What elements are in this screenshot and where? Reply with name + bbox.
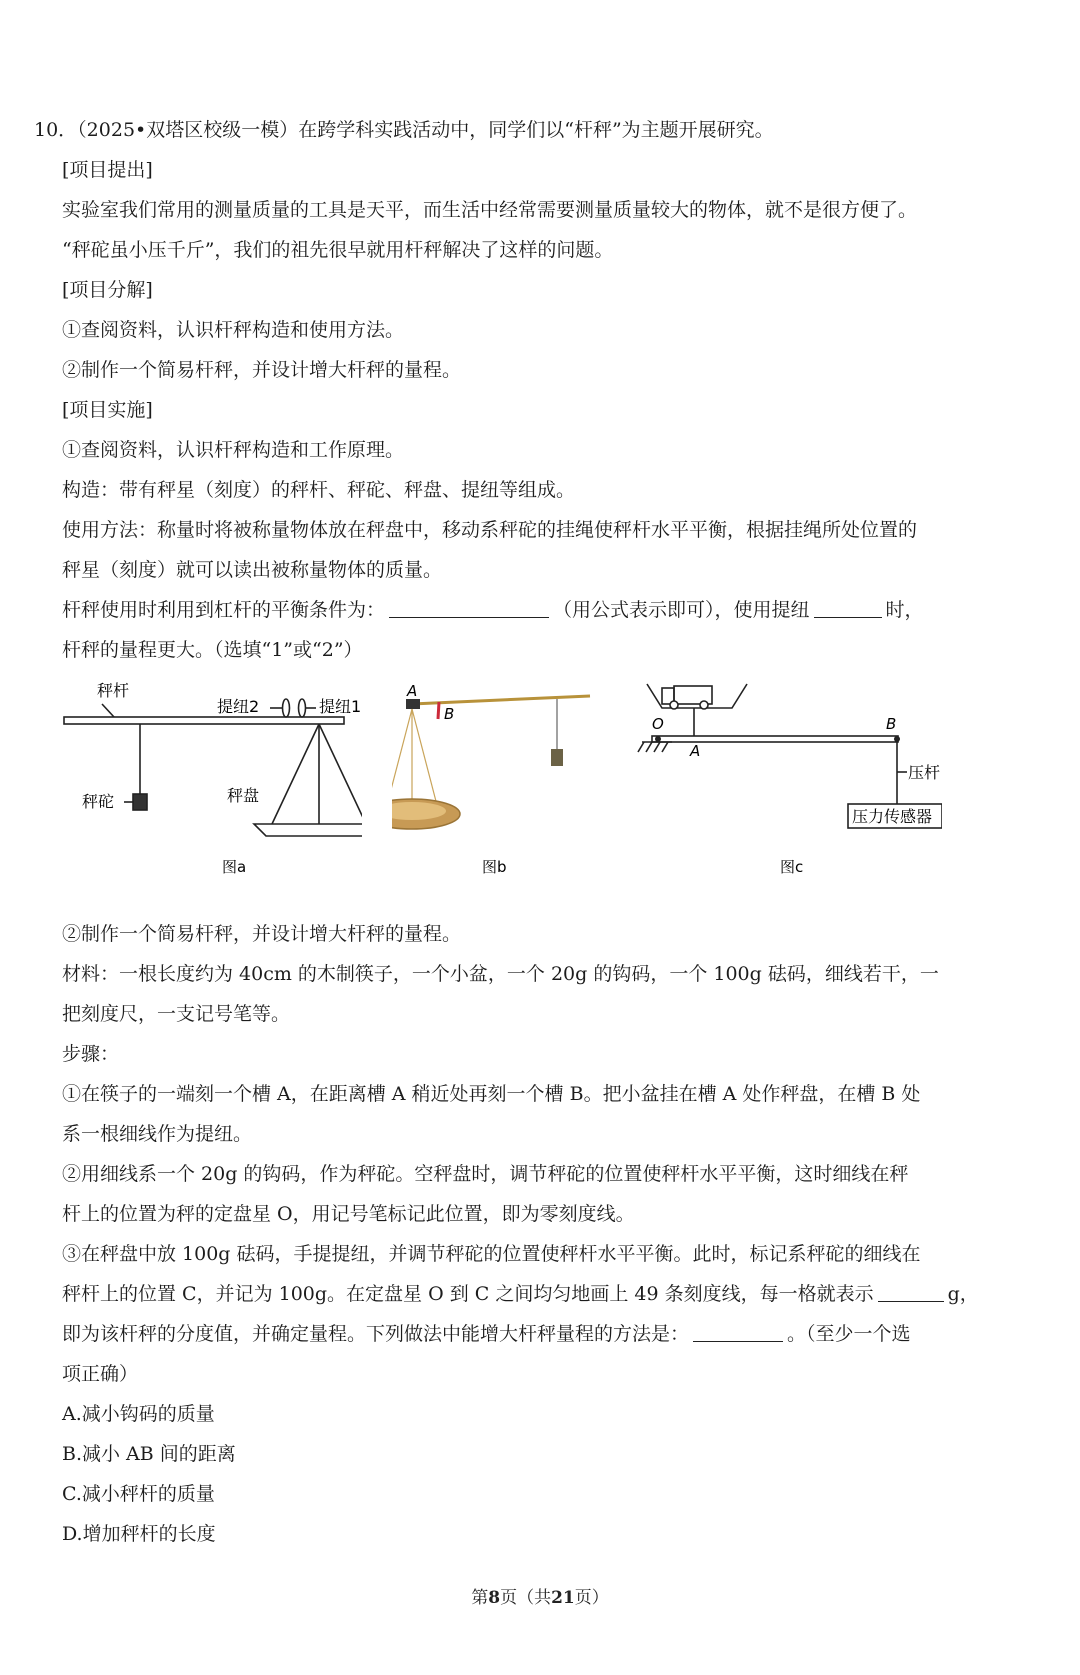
figure-c [622, 674, 942, 910]
option-b: B.减小 AB 间的距离 [62, 1443, 236, 1465]
paragraph: 使用方法：称量时将被称量物体放在秤盘中，移动系秤砣的挂绳使秤杆水平平衡，根据挂绳所处位置的 [62, 519, 918, 541]
list-item: ②制作一个简易杆秤，并设计增大杆秤的量程。 [62, 923, 462, 945]
fill-in-question [34, 1274, 1034, 1314]
step: 系一根细线作为提纽。 [62, 1123, 253, 1145]
paragraph: 秤星（刻度）就可以读出被称量物体的质量。 [62, 559, 443, 581]
label-knob1: 提纽1 [319, 697, 362, 716]
caption-b: 图b [482, 858, 507, 876]
step: ③在秤盘中放 100g 砝码，手提提纽，并调节秤砣的位置使秤杆水平平衡。此时，标记系秤砣的细线在 [62, 1243, 921, 1265]
paragraph: 杆秤的量程更大。（选填“1”或“2”） [62, 639, 363, 661]
fill-in-question [34, 1314, 1034, 1354]
page-footer: 第8页（共21页） [471, 1588, 609, 1608]
question-header: 10．（2025•双塔区校级一模）在跨学科实践活动中，同学们以“杆秤”为主题开展研究。 [34, 119, 774, 141]
list-item: ②制作一个简易杆秤，并设计增大杆秤的量程。 [62, 359, 462, 381]
paragraph: “秤砣虽小压千斤”，我们的祖先很早就用杆秤解决了这样的问题。 [62, 239, 614, 261]
fill-in-question [34, 590, 1034, 630]
total-pages: 21 [551, 1588, 575, 1608]
paragraph: 构造：带有秤星（刻度）的秤杆、秤砣、秤盘、提纽等组成。 [62, 479, 576, 501]
section-title: [项目实施] [62, 399, 153, 421]
label-beam: 秤杆 [97, 681, 130, 700]
section-title: [项目提出] [62, 159, 153, 181]
list-item: ①查阅资料，认识杆秤构造和使用方法。 [62, 319, 405, 341]
step: 杆上的位置为秤的定盘星 O，用记号笔标记此位置，即为零刻度线。 [62, 1203, 635, 1225]
paragraph: 项正确） [62, 1363, 139, 1385]
answer-blank[interactable] [814, 595, 882, 618]
label-b-A: A [407, 682, 418, 700]
option-a: A.减小钩码的质量 [62, 1403, 215, 1425]
label-c-B: B [886, 715, 897, 733]
paragraph: 实验室我们常用的测量质量的工具是天平，而生活中经常需要测量质量较大的物体，就不是很方便了。 [62, 199, 918, 221]
figure-b [392, 674, 592, 910]
paragraph: 材料：一根长度约为 40cm 的木制筷子，一个小盆，一个 20g 的钩码，一个 100g 砝码，细线若干，一 [62, 963, 939, 985]
label-weight: 秤砣 [82, 792, 115, 811]
label-knob2: 提纽2 [217, 697, 260, 716]
list-item: ①查阅资料，认识杆秤构造和工作原理。 [62, 439, 405, 461]
section-title: 步骤： [62, 1043, 120, 1065]
figure-row [62, 674, 942, 910]
caption-a: 图a [222, 858, 247, 876]
label-rod: 压杆 [908, 763, 941, 782]
label-b-B: B [444, 705, 455, 723]
label-sensor: 压力传感器 [852, 807, 933, 826]
question-text: 杆秤使用时利用到杠杆的平衡条件为： [62, 599, 386, 621]
option-c: C.减小秤杆的质量 [62, 1483, 215, 1505]
step: ②用细线系一个 20g 的钩码，作为秤砣。空秤盘时，调节秤砣的位置使秤杆水平平衡，这时细线在秤 [62, 1163, 909, 1185]
label-pan: 秤盘 [227, 786, 260, 805]
figure-a [62, 674, 362, 910]
answer-blank[interactable] [693, 1319, 783, 1342]
question-text: g， [947, 1283, 979, 1305]
question-text: 时， [885, 599, 924, 621]
answer-blank[interactable] [389, 595, 549, 618]
option-d: D.增加秤杆的长度 [62, 1523, 216, 1545]
caption-c: 图c [780, 858, 804, 876]
label-c-O: O [652, 715, 664, 733]
step: ①在筷子的一端刻一个槽 A，在距离槽 A 稍近处再刻一个槽 B。把小盆挂在槽 A 处作秤盘，在槽 B 处 [62, 1083, 921, 1105]
answer-blank[interactable] [878, 1279, 944, 1302]
question-text: 秤杆上的位置 C，并记为 100g。在定盘星 O 到 C 之间均匀地画上 49 条刻度线，每一格就表示 [62, 1283, 874, 1305]
page-number: 8 [488, 1588, 501, 1608]
label-c-A: A [690, 742, 701, 760]
question-text: 即为该杆秤的分度值，并确定量程。下列做法中能增大杆秤量程的方法是： [62, 1323, 690, 1345]
section-title: [项目分解] [62, 279, 153, 301]
question-text: （用公式表示即可），使用提纽 [553, 599, 810, 621]
question-text: 。（至少一个选 [787, 1323, 911, 1345]
question-10 [34, 110, 1034, 1554]
paragraph: 把刻度尺，一支记号笔等。 [62, 1003, 291, 1025]
